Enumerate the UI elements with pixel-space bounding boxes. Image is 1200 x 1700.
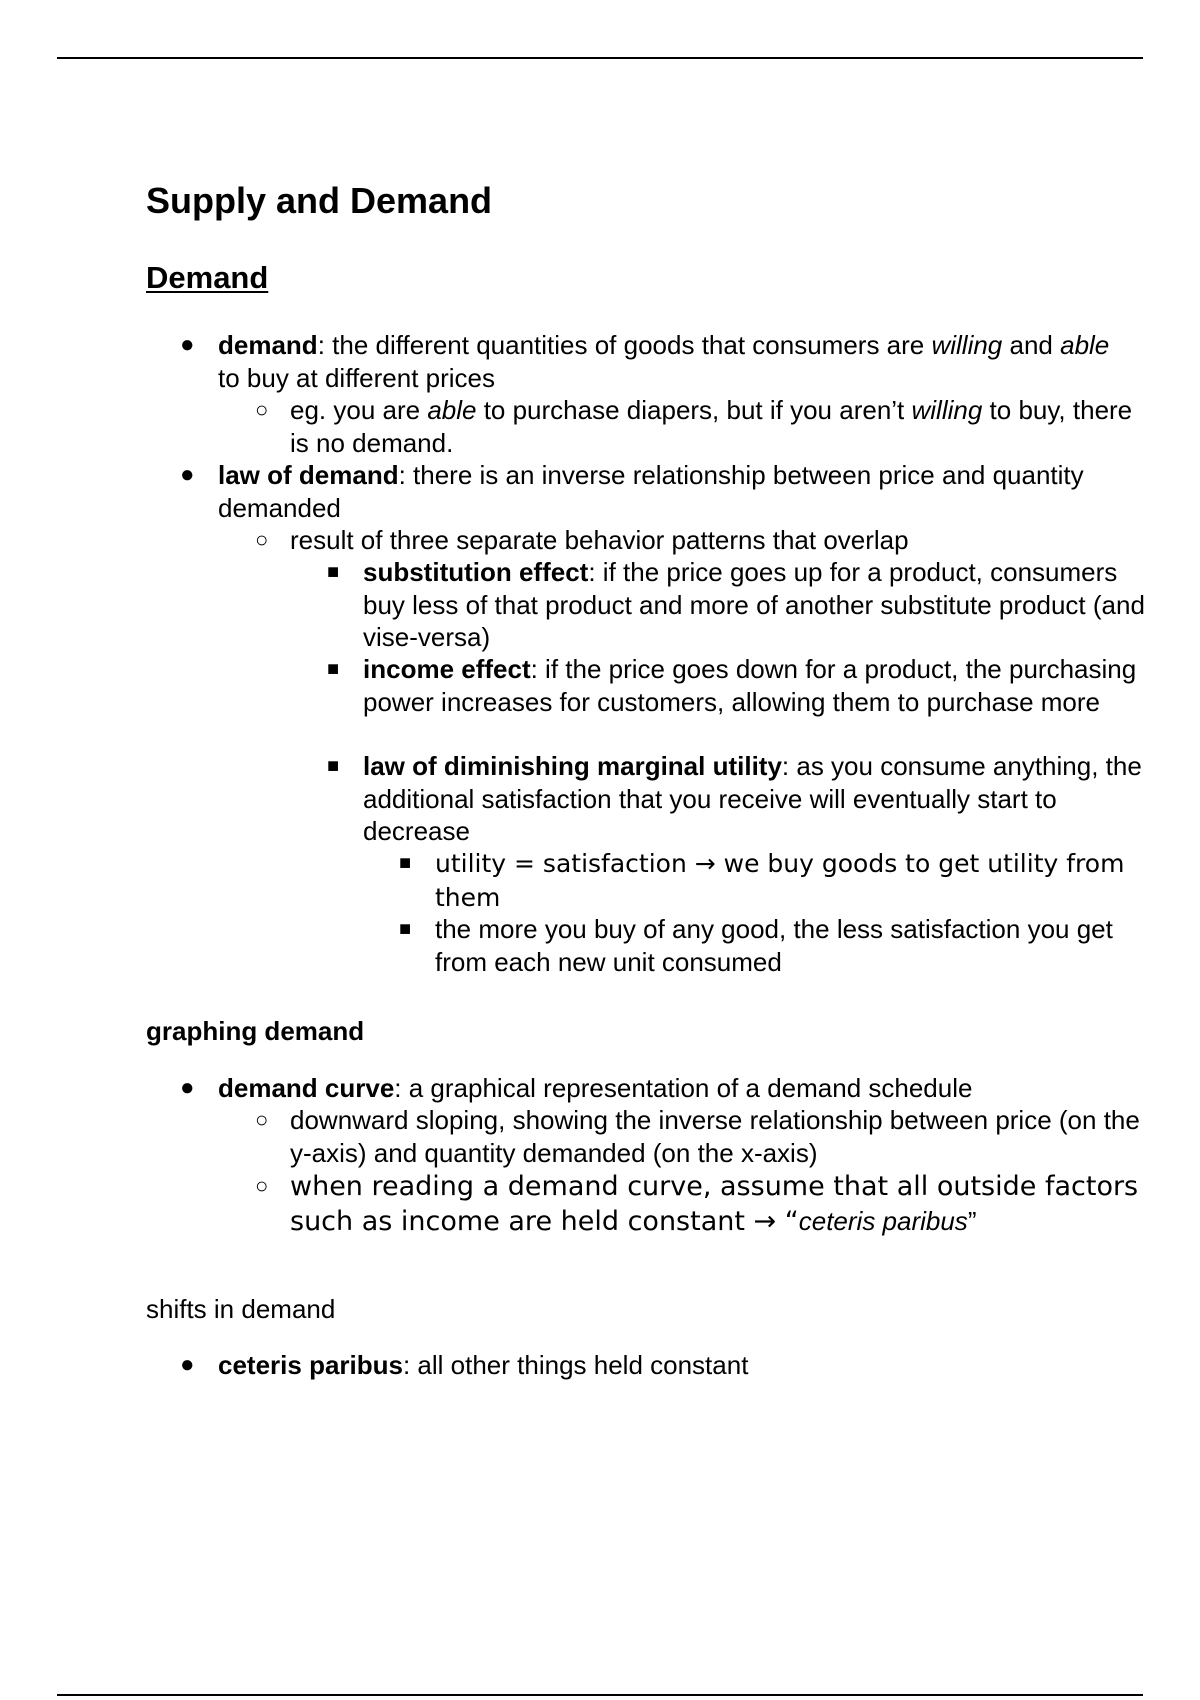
list-item-diminishing-utility <box>327 750 1148 848</box>
section-heading-demand: Demand <box>146 260 269 295</box>
example-text: eg. you are <box>290 395 428 425</box>
list-item-behavior-patterns <box>255 524 1145 557</box>
bullet-icon: ○ <box>255 1173 269 1198</box>
list-item-utility-note <box>399 847 1155 914</box>
top-rule <box>57 57 1143 59</box>
example-text: to buy, there is no demand. <box>290 395 1133 458</box>
note-text: utility = satisfaction → we buy goods to get utility from them <box>435 849 1125 912</box>
emphasis-text: willing <box>931 330 1003 360</box>
list-item-downward-sloping <box>255 1104 1145 1169</box>
list-item-ceteris-paribus <box>180 1349 1138 1382</box>
definition-text: : if the price goes down for a product, the purchasing power increases for customers, allowing them to purchase more <box>363 654 1137 717</box>
list-item-law-of-demand <box>180 459 1138 524</box>
example-text: to purchase diapers, but if you aren’t <box>476 395 912 425</box>
term-demand: demand <box>218 330 318 360</box>
bullet-icon: ● <box>180 1074 195 1101</box>
note-text: the more you buy of any good, the less satisfaction you get from each new unit consumed <box>435 914 1113 977</box>
definition-text: : a graphical representation of a demand schedule <box>394 1073 973 1103</box>
bullet-icon: ■ <box>399 852 412 874</box>
bullet-icon: ● <box>180 331 195 358</box>
list-item-income-effect <box>327 653 1148 718</box>
term-income-effect: income effect <box>363 654 531 684</box>
term-substitution-effect: substitution effect <box>363 557 589 587</box>
definition-text: : there is an inverse relationship between price and quantity demanded <box>218 460 1084 523</box>
subheading-graphing-demand: graphing demand <box>146 1016 365 1046</box>
bullet-icon: ● <box>180 1351 195 1378</box>
list-item-satisfaction-note <box>399 913 1155 978</box>
list-text: downward sloping, showing the inverse relationship between price (on the y-axis) and quantity demanded (on the x-axis) <box>290 1105 1140 1168</box>
term-ceteris-paribus: ceteris paribus <box>218 1350 403 1380</box>
definition-text: : if the price goes up for a product, consumers buy less of that product and more of another substitute product (and vise-versa) <box>363 557 1145 652</box>
bullet-icon: ○ <box>255 1107 269 1132</box>
subheading-shifts-in-demand: shifts in demand <box>146 1294 336 1324</box>
definition-text: : all other things held constant <box>402 1350 749 1380</box>
list-item-substitution-effect <box>327 556 1148 654</box>
term-demand-curve: demand curve <box>218 1073 395 1103</box>
bullet-icon: ■ <box>327 658 340 680</box>
bullet-icon: ■ <box>327 755 340 777</box>
list-item-demand-example <box>255 394 1145 459</box>
definition-text: : as you consume anything, the additional satisfaction that you receive will eventually start to decrease <box>363 751 1142 846</box>
list-text: result of three separate behavior patterns that overlap <box>290 525 909 555</box>
definition-text: and <box>1002 330 1061 360</box>
emphasis-text: able <box>1060 330 1110 360</box>
bullet-icon: ○ <box>255 527 269 552</box>
term-law-of-demand: law of demand <box>218 460 399 490</box>
bullet-icon: ■ <box>327 561 340 583</box>
bullet-icon: ● <box>180 461 195 488</box>
list-item-demand <box>180 329 1138 394</box>
emphasis-text: willing <box>911 395 983 425</box>
term-diminishing-utility: law of diminishing marginal utility <box>363 751 782 781</box>
document-title: Supply and Demand <box>146 180 493 221</box>
bullet-icon: ■ <box>399 918 412 940</box>
definition-text: to buy at different prices <box>218 362 496 393</box>
list-item-demand-curve <box>180 1072 1138 1105</box>
bottom-rule <box>57 1694 1143 1696</box>
emphasis-text: able <box>427 395 477 425</box>
definition-text: : the different quantities of goods that consumers are <box>317 330 932 360</box>
emphasis-text: ceteris paribus <box>798 1206 968 1236</box>
bullet-icon: ○ <box>255 397 269 422</box>
list-item-ceteris-note <box>255 1169 1145 1239</box>
note-text: when reading a demand curve, assume that all outside factors such as income are held constant → “ <box>290 1171 1139 1237</box>
note-text: ” <box>967 1206 977 1236</box>
